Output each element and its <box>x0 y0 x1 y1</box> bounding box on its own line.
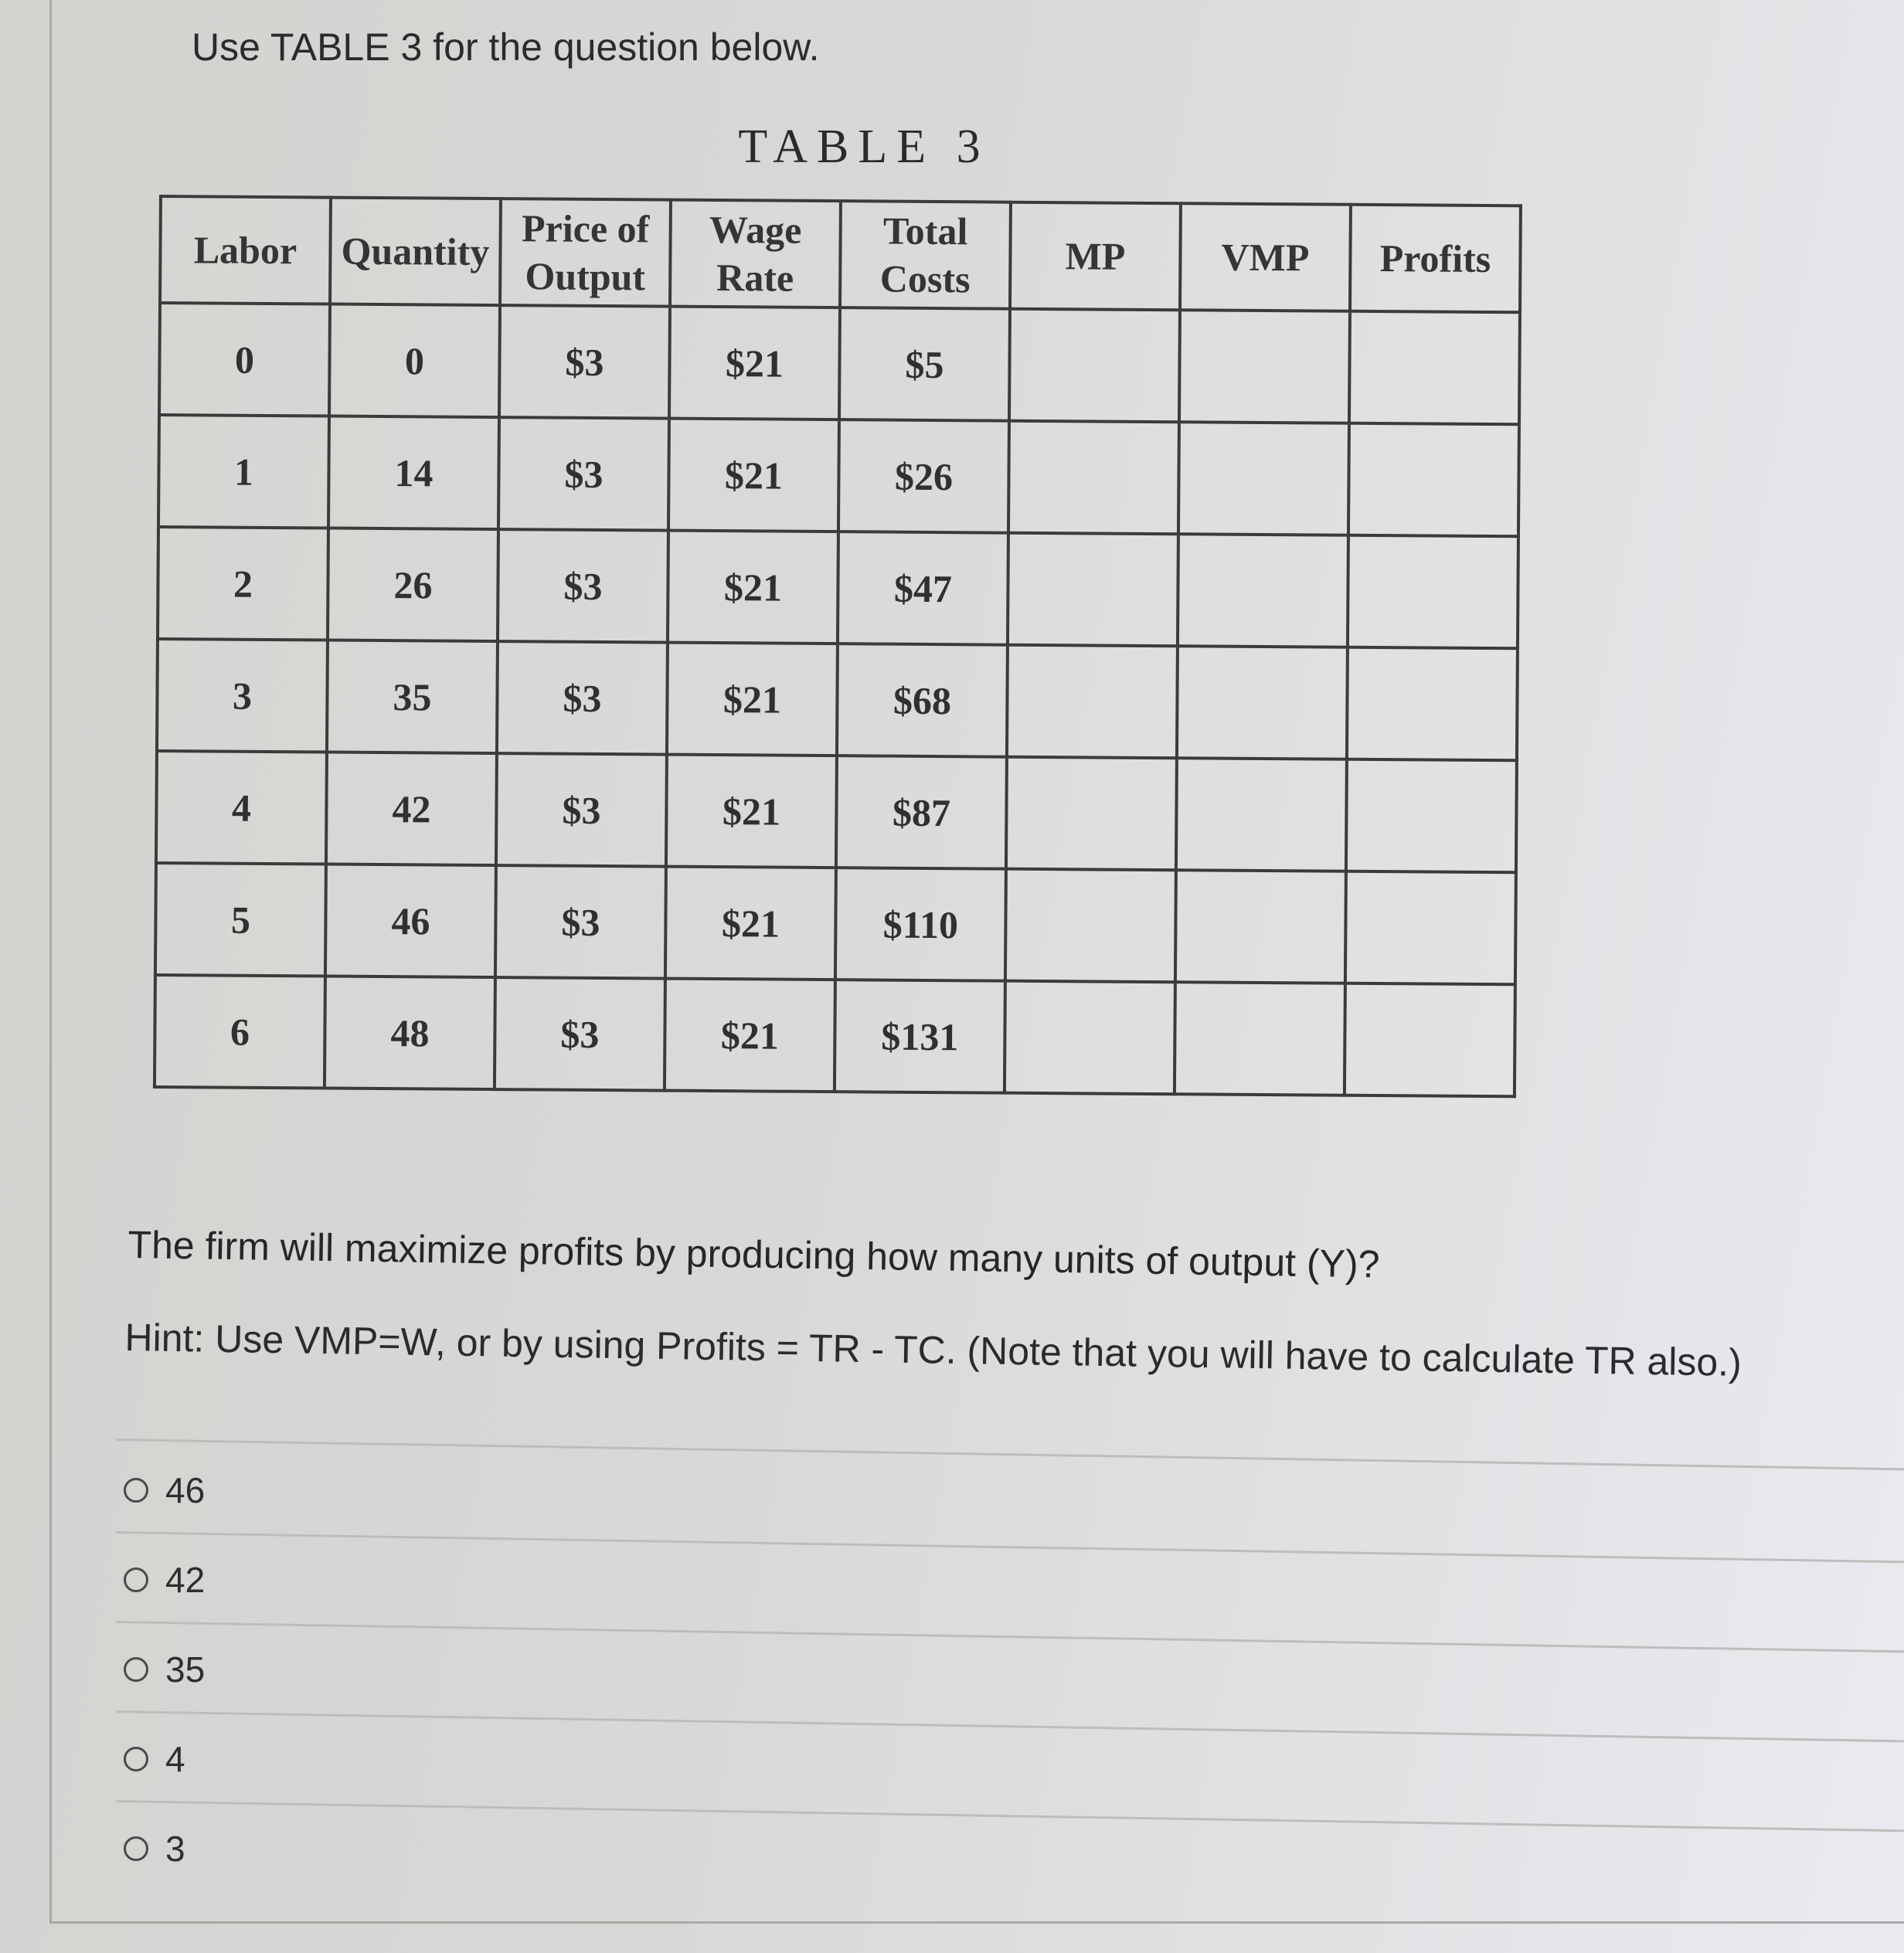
table-row <box>156 751 1517 872</box>
cell-wage: $21 <box>668 419 839 532</box>
table-container <box>153 195 1522 1098</box>
hint-text: Hint: Use VMP=W, or by using Profits = TR - TC. (Note that you will have to calculate TR also.) <box>124 1315 1742 1384</box>
cell-profits <box>1346 759 1517 873</box>
cell-profits <box>1348 535 1518 649</box>
radio-button-icon[interactable] <box>124 1478 148 1503</box>
cell-total-costs: $131 <box>835 980 1005 1093</box>
cell-price: $3 <box>497 641 668 755</box>
radio-button-icon[interactable] <box>124 1567 148 1592</box>
cell-wage: $21 <box>665 867 836 980</box>
header-wage-rate: Wage Rate <box>670 200 841 308</box>
answer-option-42[interactable] <box>124 1559 205 1601</box>
cell-total-costs: $110 <box>835 868 1006 981</box>
table-row <box>155 863 1516 984</box>
cell-total-costs: $26 <box>838 419 1009 533</box>
cell-labor: 0 <box>159 303 330 416</box>
cell-labor: 4 <box>156 751 327 864</box>
radio-button-icon[interactable] <box>124 1747 148 1771</box>
cell-mp <box>1007 645 1178 759</box>
data-table <box>153 195 1522 1098</box>
cell-mp <box>1008 421 1179 535</box>
cell-wage: $21 <box>668 531 838 644</box>
cell-labor: 3 <box>157 639 328 752</box>
table-row <box>158 527 1518 648</box>
answer-option-35[interactable] <box>124 1649 205 1690</box>
cell-quantity: 46 <box>325 864 496 978</box>
question-text: The firm will maximize profits by producing how many units of output (Y)? <box>128 1222 1380 1286</box>
header-vmp: VMP <box>1180 203 1351 311</box>
option-label: 4 <box>165 1739 185 1779</box>
cell-profits <box>1348 423 1519 537</box>
cell-quantity: 14 <box>328 416 499 530</box>
table-row <box>159 303 1520 424</box>
cell-labor: 5 <box>155 863 326 976</box>
cell-quantity: 0 <box>329 304 500 418</box>
cell-vmp <box>1175 870 1346 983</box>
cell-quantity: 42 <box>326 752 497 866</box>
header-price-of-output: Price of Output <box>500 199 671 307</box>
cell-mp <box>1005 981 1175 1095</box>
radio-button-icon[interactable] <box>124 1836 148 1861</box>
cell-quantity: 48 <box>325 976 495 1090</box>
cell-total-costs: $87 <box>836 756 1007 869</box>
cell-wage: $21 <box>669 307 840 420</box>
cell-wage: $21 <box>666 755 837 868</box>
cell-labor: 2 <box>158 527 328 640</box>
option-label: 35 <box>165 1649 206 1690</box>
option-label: 3 <box>165 1829 185 1869</box>
header-total-costs: Total Costs <box>840 201 1011 309</box>
cell-total-costs: $5 <box>839 307 1010 421</box>
cell-mp <box>1008 533 1178 647</box>
cell-price: $3 <box>496 753 667 867</box>
option-label: 46 <box>165 1470 206 1510</box>
cell-quantity: 35 <box>327 640 498 754</box>
table-row <box>157 639 1518 760</box>
cell-wage: $21 <box>667 643 838 756</box>
cell-profits <box>1349 311 1520 425</box>
table-header-row <box>160 196 1521 312</box>
table-title: TABLE 3 <box>738 121 990 173</box>
cell-profits <box>1345 871 1516 985</box>
cell-vmp <box>1175 982 1345 1095</box>
cell-vmp <box>1178 534 1348 647</box>
cell-vmp <box>1179 310 1350 423</box>
option-label: 42 <box>165 1560 206 1600</box>
intro-text: Use TABLE 3 for the question below. <box>192 25 820 69</box>
cell-total-costs: $47 <box>838 532 1008 645</box>
answer-option-4[interactable] <box>124 1738 185 1780</box>
cell-price: $3 <box>498 417 669 531</box>
header-labor: Labor <box>160 196 331 304</box>
cell-wage: $21 <box>665 979 835 1092</box>
cell-mp <box>1005 869 1176 983</box>
answer-option-3[interactable] <box>124 1828 185 1870</box>
header-profits: Profits <box>1350 205 1521 313</box>
cell-labor: 6 <box>155 975 325 1089</box>
cell-price: $3 <box>498 529 668 643</box>
table-row <box>155 975 1515 1096</box>
cell-mp <box>1006 757 1177 871</box>
cell-quantity: 26 <box>328 528 498 642</box>
cell-vmp <box>1177 646 1348 759</box>
radio-button-icon[interactable] <box>124 1657 148 1682</box>
table-row <box>158 415 1519 536</box>
cell-mp <box>1009 309 1180 423</box>
cell-price: $3 <box>495 865 666 979</box>
cell-vmp <box>1178 422 1349 535</box>
cell-price: $3 <box>495 977 665 1091</box>
header-quantity: Quantity <box>330 198 501 306</box>
cell-total-costs: $68 <box>837 644 1008 757</box>
answer-option-46[interactable] <box>124 1469 205 1511</box>
cell-profits <box>1345 983 1515 1097</box>
cell-labor: 1 <box>158 415 329 528</box>
header-mp: MP <box>1010 202 1181 311</box>
cell-profits <box>1347 647 1518 761</box>
cell-vmp <box>1176 758 1347 871</box>
cell-price: $3 <box>499 305 670 419</box>
